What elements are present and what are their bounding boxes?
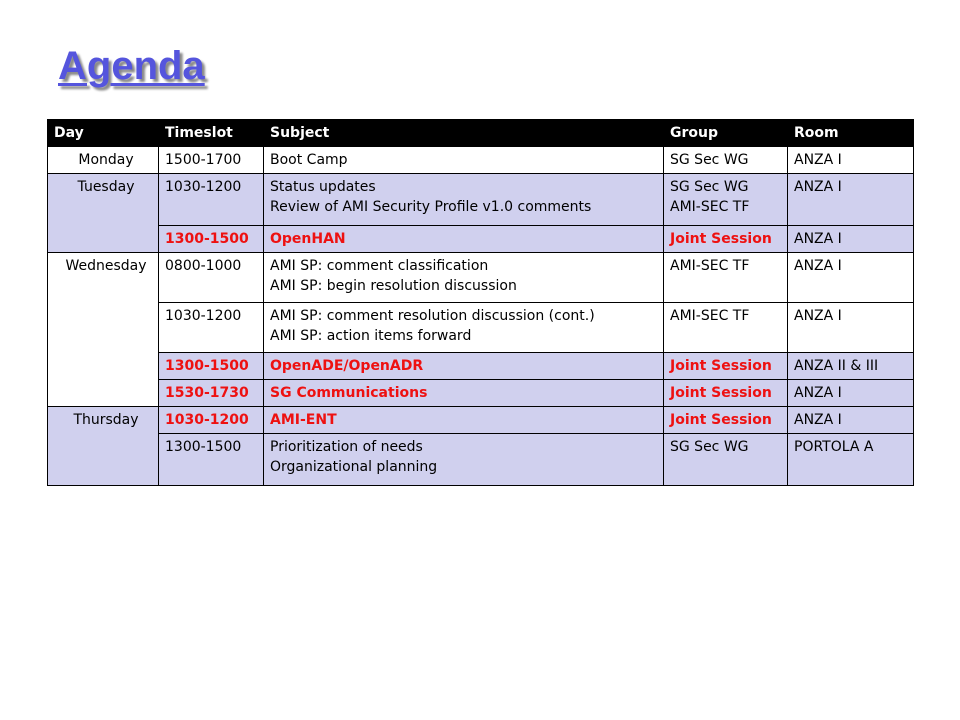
day-cell-wednesday: Wednesday xyxy=(48,253,159,407)
group-cell xyxy=(664,253,788,303)
group-line: AMI-SEC TF xyxy=(670,308,750,324)
timeslot-cell: 1030-1200 xyxy=(159,407,264,434)
subject-line: AMI SP: begin resolution discussion xyxy=(270,278,517,294)
subject-line: Status updates xyxy=(270,179,376,195)
table-row xyxy=(48,353,914,380)
table-row xyxy=(48,434,914,486)
column-header-timeslot: Timeslot xyxy=(159,120,264,147)
timeslot-cell: 1300-1500 xyxy=(159,434,264,486)
subject-cell xyxy=(264,226,664,253)
group-cell xyxy=(664,226,788,253)
subject-cell xyxy=(264,174,664,226)
subject-line: SG Communications xyxy=(270,385,428,401)
subject-cell xyxy=(264,253,664,303)
group-line: SG Sec WG xyxy=(670,152,749,168)
table-row xyxy=(48,253,914,303)
subject-line: AMI-ENT xyxy=(270,412,337,428)
table-header-row xyxy=(48,120,914,147)
subject-cell xyxy=(264,303,664,353)
table-row xyxy=(48,226,914,253)
subject-cell xyxy=(264,434,664,486)
room-cell: ANZA I xyxy=(788,303,914,353)
room-cell: ANZA I xyxy=(788,147,914,174)
subject-line: OpenHAN xyxy=(270,231,346,247)
timeslot-cell: 1300-1500 xyxy=(159,226,264,253)
timeslot-cell: 0800-1000 xyxy=(159,253,264,303)
subject-cell xyxy=(264,353,664,380)
day-cell-tuesday: Tuesday xyxy=(48,174,159,253)
room-cell: PORTOLA A xyxy=(788,434,914,486)
column-header-subject: Subject xyxy=(264,120,664,147)
column-header-group: Group xyxy=(664,120,788,147)
table-row xyxy=(48,380,914,407)
timeslot-cell: 1030-1200 xyxy=(159,174,264,226)
group-cell xyxy=(664,407,788,434)
subject-line: AMI SP: comment classification xyxy=(270,258,489,274)
timeslot-cell: 1030-1200 xyxy=(159,303,264,353)
day-cell-monday: Monday xyxy=(48,147,159,174)
subject-cell xyxy=(264,407,664,434)
table-row xyxy=(48,147,914,174)
group-line: Joint Session xyxy=(670,385,772,401)
subject-line: AMI SP: action items forward xyxy=(270,328,472,344)
table-row xyxy=(48,174,914,226)
table-row xyxy=(48,407,914,434)
group-line: Joint Session xyxy=(670,231,772,247)
room-cell: ANZA I xyxy=(788,253,914,303)
group-line: SG Sec WG xyxy=(670,179,749,195)
group-cell xyxy=(664,434,788,486)
group-line: SG Sec WG xyxy=(670,439,749,455)
subject-line: Boot Camp xyxy=(270,152,348,168)
group-line: Joint Session xyxy=(670,358,772,374)
subject-cell xyxy=(264,380,664,407)
timeslot-cell: 1530-1730 xyxy=(159,380,264,407)
room-cell: ANZA I xyxy=(788,407,914,434)
timeslot-cell: 1500-1700 xyxy=(159,147,264,174)
column-header-room: Room xyxy=(788,120,914,147)
column-header-day: Day xyxy=(48,120,159,147)
table-row xyxy=(48,303,914,353)
subject-line: Review of AMI Security Profile v1.0 comments xyxy=(270,199,592,215)
group-line: Joint Session xyxy=(670,412,772,428)
group-cell xyxy=(664,174,788,226)
group-cell xyxy=(664,303,788,353)
group-cell xyxy=(664,353,788,380)
subject-line: AMI SP: comment resolution discussion (cont.) xyxy=(270,308,595,324)
room-cell: ANZA I xyxy=(788,226,914,253)
room-cell: ANZA I xyxy=(788,380,914,407)
subject-line: OpenADE/OpenADR xyxy=(270,358,424,374)
group-cell xyxy=(664,380,788,407)
agenda-table xyxy=(47,119,914,486)
group-cell xyxy=(664,147,788,174)
room-cell: ANZA I xyxy=(788,174,914,226)
group-line: AMI-SEC TF xyxy=(670,258,750,274)
subject-line: Organizational planning xyxy=(270,459,438,475)
timeslot-cell: 1300-1500 xyxy=(159,353,264,380)
subject-line: Prioritization of needs xyxy=(270,439,423,455)
group-line: AMI-SEC TF xyxy=(670,199,750,215)
room-cell: ANZA II & III xyxy=(788,353,914,380)
day-cell-thursday: Thursday xyxy=(48,407,159,486)
page-title: Agenda xyxy=(58,44,205,88)
subject-cell xyxy=(264,147,664,174)
